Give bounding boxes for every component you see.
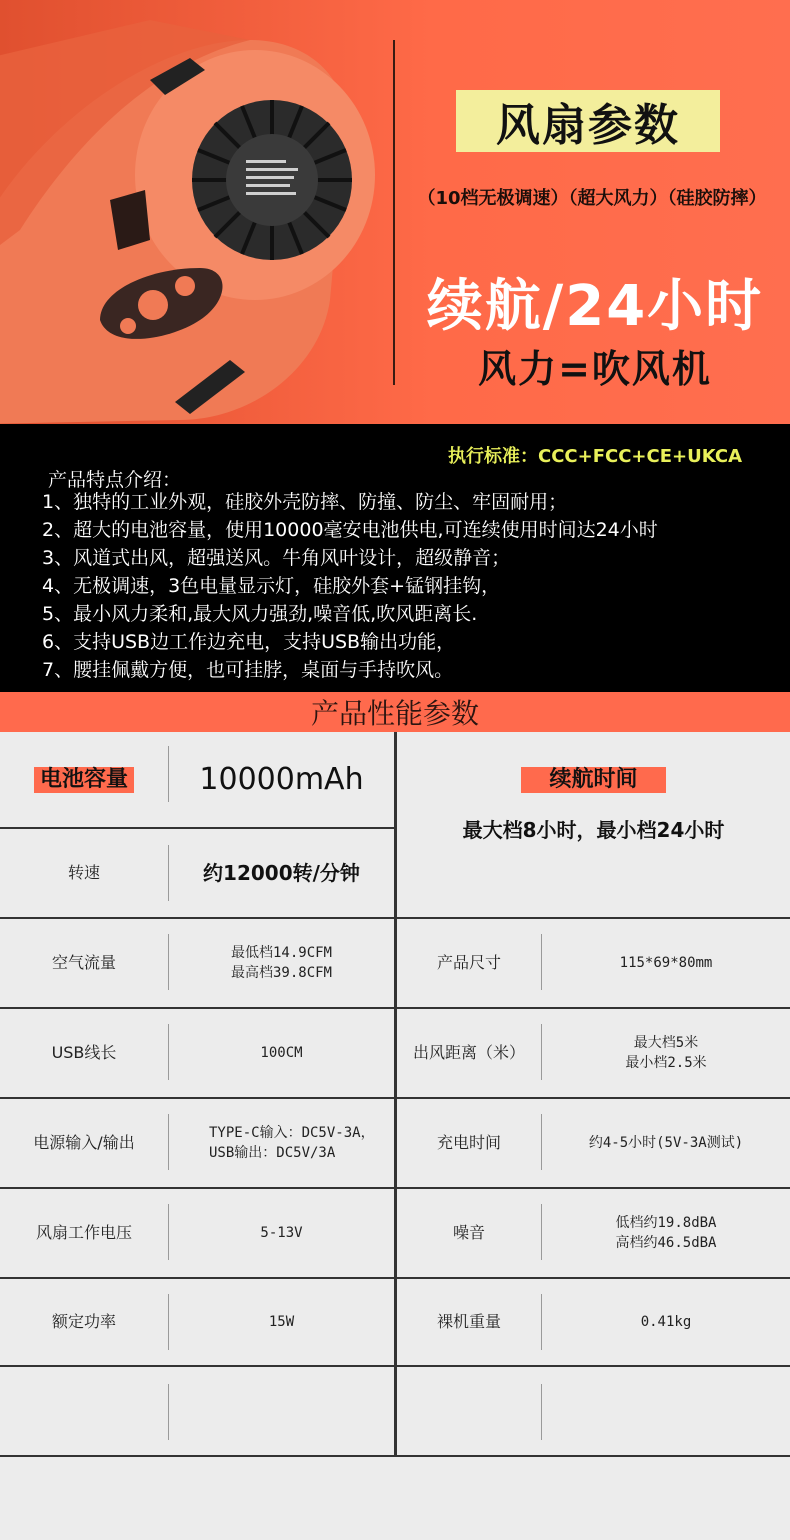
list-item: 4、无极调速，3色电量显示灯，硅胶外套+锰钢挂钩，	[42, 575, 501, 597]
list-item: 2、超大的电池容量，使用10000毫安电池供电,可连续使用时间达24小时	[42, 519, 658, 541]
voltage-label: 风扇工作电压	[35, 1223, 132, 1242]
power-io-value	[169, 1099, 394, 1187]
charge-value: 约4-5小时(5V-3A测试)	[588, 1135, 744, 1151]
fan-grill-icon	[192, 100, 352, 260]
size-value: 115*69*80mm	[619, 955, 713, 971]
battery-value: 10000mAh	[199, 761, 364, 797]
features-list	[42, 488, 658, 684]
speed-value: 约12000转/分钟	[203, 861, 360, 885]
runtime-value: 最大档8小时，最小档24小时	[462, 818, 725, 842]
rated-power-value: 15W	[268, 1314, 295, 1330]
rated-power-label: 额定功率	[51, 1312, 116, 1331]
power-input: TYPE-C输入：DC5V-3A，	[209, 1125, 375, 1141]
distance-min: 最小档2.5米	[625, 1055, 707, 1071]
distance-label: 出风距离（米）	[412, 1043, 525, 1062]
battery-label: 电池容量	[34, 767, 134, 793]
voltage-value: 5-13V	[260, 1225, 303, 1241]
usb-value: 100CM	[260, 1045, 303, 1061]
airflow-max: 最高档39.8CFM	[230, 965, 332, 981]
noise-low: 低档约19.8dBA	[615, 1215, 717, 1231]
speed-label: 转速	[67, 863, 100, 882]
wind-power-text: 风力=吹风机	[478, 347, 712, 391]
distance-value	[542, 1009, 790, 1097]
power-output: USB输出：DC5V/3A	[209, 1145, 336, 1161]
cell-separator	[168, 1384, 169, 1440]
hero-banner	[0, 0, 790, 424]
distance-max: 最大档5米	[633, 1035, 699, 1051]
list-item: 7、腰挂佩戴方便，也可挂脖，桌面与手持吹风。	[42, 659, 454, 681]
fan-product-image	[0, 0, 395, 424]
weight-value: 0.41kg	[640, 1314, 692, 1330]
power-button-icon	[138, 290, 168, 320]
noise-high: 高档约46.5dBA	[615, 1235, 717, 1251]
airflow-min: 最低档14.9CFM	[230, 945, 332, 961]
cell-separator	[541, 1384, 542, 1440]
usb-label: USB线长	[51, 1043, 117, 1062]
runtime-label-cell	[397, 752, 790, 808]
noise-label: 噪音	[452, 1223, 485, 1242]
list-item: 3、风道式出风，超强送风。牛角风叶设计，超级静音；	[42, 547, 511, 569]
power-io-label: 电源输入/输出	[33, 1133, 135, 1152]
list-item: 6、支持USB边工作边充电，支持USB输出功能，	[42, 631, 456, 653]
feature-tags: （10档无极调速）（超大风力）（硅胶防摔）	[417, 188, 767, 209]
weight-label: 裸机重量	[436, 1312, 501, 1331]
features-heading: 产品特点介绍：	[48, 469, 182, 491]
endurance-text: 续航/24小时	[426, 274, 764, 339]
battery-label-cell	[0, 732, 168, 827]
standard-text: 执行标准：CCC+FCC+CE+UKCA	[448, 446, 742, 467]
airflow-value	[169, 919, 394, 1007]
runtime-label: 续航时间	[521, 767, 665, 793]
hero-divider	[393, 40, 395, 385]
spec-header: 产品性能参数	[0, 692, 790, 732]
list-item: 5、最小风力柔和,最大风力强劲,噪音低,吹风距离长.	[42, 603, 478, 625]
size-label: 产品尺寸	[436, 953, 501, 972]
charge-label: 充电时间	[436, 1133, 501, 1152]
features-section	[0, 424, 790, 692]
page-title: 风扇参数	[456, 90, 720, 152]
list-item: 1、独特的工业外观，硅胶外壳防摔、防撞、防尘、牢固耐用；	[42, 491, 568, 513]
noise-value	[542, 1189, 790, 1277]
airflow-label: 空气流量	[51, 953, 116, 972]
